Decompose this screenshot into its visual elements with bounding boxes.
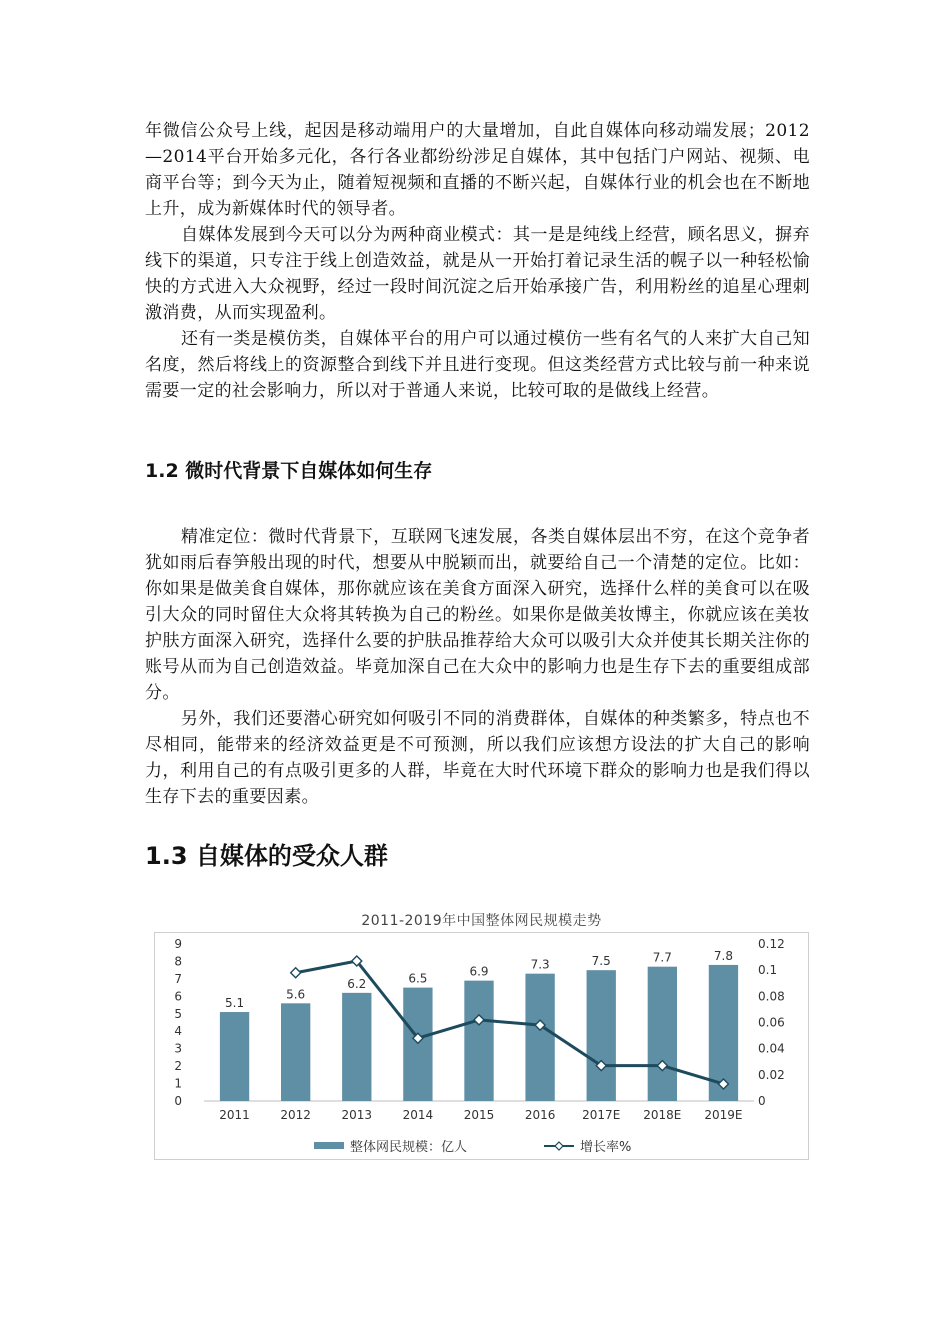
bar-data-label: 7.5	[591, 954, 611, 969]
x-tick-label: 2013	[341, 1108, 373, 1122]
paragraph-history: 年微信公众号上线，起因是移动端用户的大量增加，自此自媒体向移动端发展；2012—2014平台开始多元化，各行各业都纷纷涉足自媒体，其中包括门户网站、视频、电商平台等；到今天为止，随着短视频和直播的不断兴起，自媒体行业的机会也在不断地上升，成为新媒体时代的领导者。	[145, 121, 810, 219]
bar	[342, 993, 371, 1101]
x-tick-label: 2011	[219, 1108, 250, 1122]
x-tick-label: 2016	[524, 1108, 556, 1122]
y-left-tick-label: 0	[174, 1094, 182, 1108]
legend-item-line	[544, 1136, 631, 1155]
x-tick-label: 2018E	[643, 1108, 682, 1122]
y-left-tick-label: 1	[174, 1076, 182, 1091]
y-right-tick-label: 0.04	[758, 1041, 785, 1056]
y-right-tick-label: 0.1	[758, 963, 778, 978]
bar-data-label: 7.8	[713, 948, 733, 963]
bar	[281, 1003, 310, 1101]
y-left-tick-label: 9	[174, 937, 182, 951]
chart-legend	[154, 1136, 809, 1154]
y-left-tick-label: 8	[174, 954, 182, 969]
paragraph-business-models: 自媒体发展到今天可以分为两种商业模式：其一是是纯线上经营，顾名思义，摒弃线下的渠道，只专注于线上创造效益，就是从一开始打着记录生活的幌子以一种轻松愉快的方式进入大众视野，经过一段时间沉淀之后开始承接广告，利用粉丝的追星心理刺激消费，从而实现盈利。	[145, 225, 810, 323]
x-tick-label: 2017E	[582, 1108, 621, 1122]
y-left-tick-label: 5	[174, 1006, 182, 1021]
bar-data-label: 6.2	[347, 976, 367, 991]
legend-item-bar	[314, 1136, 467, 1155]
y-right-tick-label: 0.12	[758, 937, 785, 951]
y-right-tick-label: 0.02	[758, 1067, 785, 1082]
bar	[648, 967, 677, 1101]
bar	[464, 981, 493, 1101]
y-left-tick-label: 4	[174, 1024, 182, 1039]
y-left-tick-label: 2	[174, 1059, 182, 1074]
bar-data-label: 6.9	[469, 964, 489, 979]
bar-data-label: 5.1	[225, 996, 245, 1011]
legend-label-line: 增长率%	[580, 1140, 632, 1155]
y-right-tick-label: 0	[758, 1094, 766, 1108]
chart-title: 2011-2019年中国整体网民规模走势	[361, 913, 602, 929]
y-left-tick-label: 3	[174, 1041, 182, 1056]
x-tick-label: 2012	[280, 1108, 311, 1122]
netizen-scale-chart	[154, 932, 809, 1132]
y-right-tick-label: 0.06	[758, 1015, 785, 1030]
bar	[403, 988, 432, 1101]
y-right-tick-label: 0.08	[758, 989, 785, 1004]
paragraph-imitation-model: 还有一类是模仿类，自媒体平台的用户可以通过模仿一些有名气的人来扩大自己知名度，然后将线上的资源整合到线下并且进行变现。但这类经营方式比较与前一种来说需要一定的社会影响力，所以对于普通人来说，比较可取的是做线上经营。	[145, 329, 810, 401]
heading-section-1-2: 1.2 微时代背景下自媒体如何生存	[145, 460, 433, 482]
x-tick-label: 2019E	[704, 1108, 743, 1122]
paragraph-positioning: 精准定位：微时代背景下，互联网飞速发展，各类自媒体层出不穷，在这个竞争者犹如雨后春笋般出现的时代，想要从中脱颖而出，就要给自己一个清楚的定位。比如：你如果是做美食自媒体，那你就应该在美食方面深入研究，选择什么样的美食可以在吸引大众的同时留住大众将其转换为自己的粉丝。如果你是做美妆博主，你就应该在美妆护肤方面深入研究，选择什么要的护肤品推荐给大众可以吸引大众并使其长期关注你的账号从而为自己创造效益。毕竟加深自己在大众中的影响力也是生存下去的重要组成部分。	[145, 527, 810, 703]
bar	[220, 1012, 249, 1101]
bar	[587, 970, 616, 1101]
bar-data-label: 7.3	[530, 957, 550, 972]
bar	[525, 974, 554, 1101]
bar-data-label: 6.5	[408, 971, 428, 986]
x-tick-label: 2014	[402, 1108, 434, 1122]
growth-rate-point	[291, 968, 301, 978]
legend-swatch-line	[544, 1140, 574, 1152]
legend-swatch-bar	[314, 1142, 344, 1149]
bar-data-label: 5.6	[286, 987, 306, 1002]
x-tick-label: 2015	[463, 1108, 495, 1122]
bar-data-label: 7.7	[652, 950, 672, 965]
legend-label-bar: 整体网民规模：亿人	[350, 1140, 468, 1155]
paragraph-consumer-groups: 另外，我们还要潜心研究如何吸引不同的消费群体，自媒体的种类繁多，特点也不尽相同，能带来的经济效益更是不可预测，所以我们应该想方设法的扩大自己的影响力，利用自己的有点吸引更多的人群，毕竟在大时代环境下群众的影响力也是我们得以生存下去的重要因素。	[145, 709, 810, 807]
y-left-tick-label: 7	[174, 971, 182, 986]
y-left-tick-label: 6	[174, 989, 182, 1004]
heading-section-1-3: 1.3 自媒体的受众人群	[145, 842, 388, 870]
